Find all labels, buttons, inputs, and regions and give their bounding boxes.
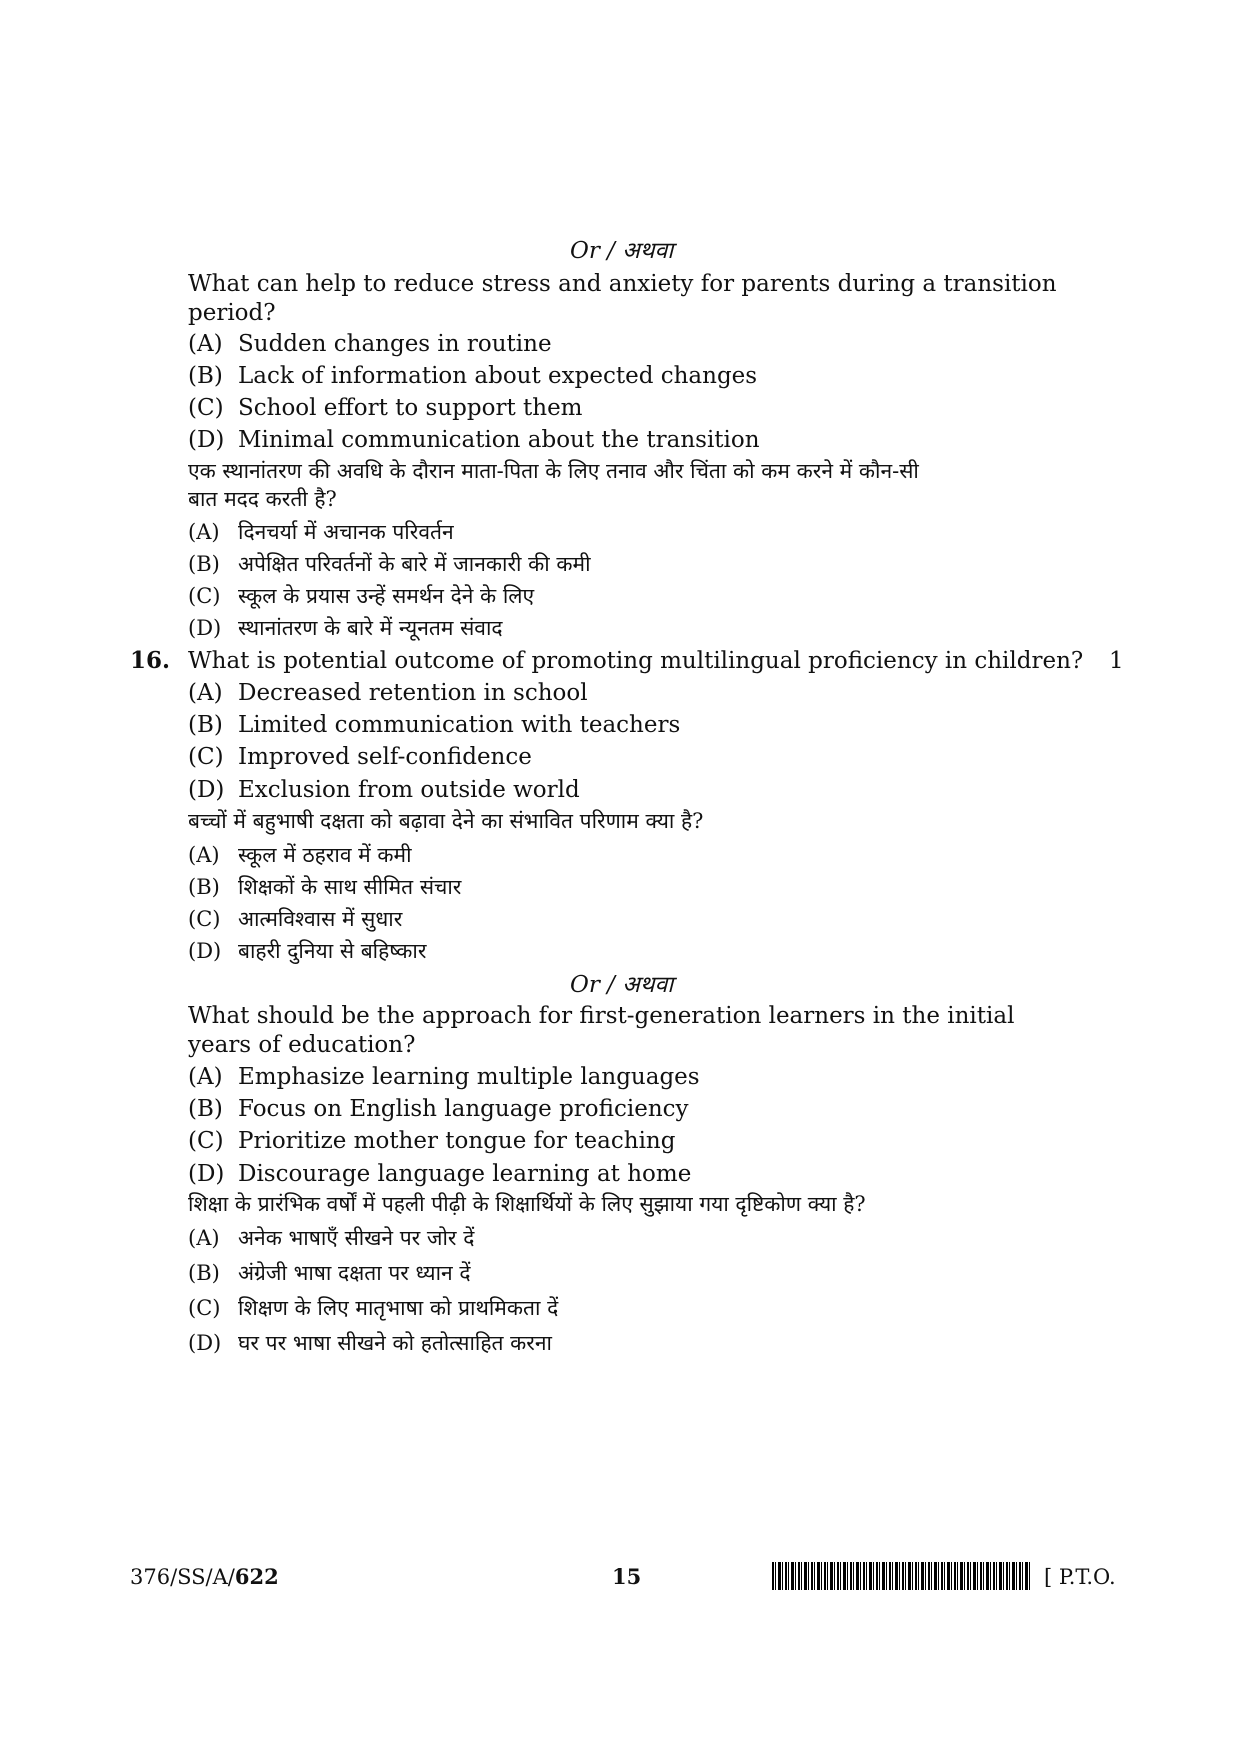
or-separator: Or / अथवा	[570, 972, 674, 998]
barcode-icon	[772, 1562, 1030, 1590]
option-d-hindi: (D) स्थानांतरण के बारे में न्यूनतम संवाद	[188, 616, 503, 640]
question-text-hindi: बात मदद करती है?	[188, 487, 337, 511]
or-separator: Or / अथवा	[570, 238, 674, 264]
option-b-hindi: (B) शिक्षकों के साथ सीमित संचार	[188, 875, 462, 899]
option-b: (B) Limited communication with teachers	[188, 712, 681, 738]
option-a: (A) Emphasize learning multiple languages	[188, 1064, 700, 1090]
paper-code: 376/SS/A/622	[130, 1564, 279, 1589]
option-b-hindi: (B) अपेक्षित परिवर्तनों के बारे में जानकारी की कमी	[188, 552, 591, 576]
option-c-hindi: (C) आत्मविश्वास में सुधार	[188, 907, 403, 931]
question-text-hindi: बच्चों में बहुभाषी दक्षता को बढ़ावा देने का संभावित परिणाम क्या है?	[188, 809, 704, 833]
option-a-hindi: (A) अनेक भाषाएँ सीखने पर जोर दें	[188, 1226, 475, 1250]
question-marks: 1	[1109, 648, 1124, 674]
question-text-hindi: एक स्थानांतरण की अवधि के दौरान माता-पिता के लिए तनाव और चिंता को कम करने में कौन-सी	[188, 459, 919, 483]
option-c: (C) School effort to support them	[188, 395, 583, 421]
option-c: (C) Prioritize mother tongue for teaching	[188, 1128, 676, 1154]
option-d: (D) Exclusion from outside world	[188, 777, 580, 803]
option-a-hindi: (A) स्कूल में ठहराव में कमी	[188, 843, 412, 867]
option-a-hindi: (A) दिनचर्या में अचानक परिवर्तन	[188, 520, 454, 544]
option-b: (B) Lack of information about expected changes	[188, 363, 758, 389]
option-b: (B) Focus on English language proficiency	[188, 1096, 689, 1122]
question-text-hindi: शिक्षा के प्रारंभिक वर्षों में पहली पीढ़ी के शिक्षार्थियों के लिए सुझाया गया दृष्टिकोण क्या है?	[188, 1192, 866, 1216]
option-d-hindi: (D) घर पर भाषा सीखने को हतोत्साहित करना	[188, 1331, 552, 1355]
question-text: What should be the approach for first-generation learners in the initial	[188, 1003, 1015, 1029]
question-number: 16.	[130, 647, 171, 674]
option-a: (A) Decreased retention in school	[188, 680, 588, 706]
question-text: What can help to reduce stress and anxiety for parents during a transition	[188, 271, 1057, 297]
option-a: (A) Sudden changes in routine	[188, 331, 552, 357]
question-text: period?	[188, 300, 276, 326]
option-d: (D) Discourage language learning at home	[188, 1161, 692, 1187]
option-c-hindi: (C) शिक्षण के लिए मातृभाषा को प्राथमिकता दें	[188, 1296, 559, 1320]
question-text: What is potential outcome of promoting multilingual proficiency in children?	[188, 648, 1084, 674]
option-c: (C) Improved self-confidence	[188, 744, 532, 770]
option-b-hindi: (B) अंग्रेजी भाषा दक्षता पर ध्यान दें	[188, 1261, 471, 1285]
pto-label: [ P.T.O.	[1044, 1565, 1116, 1589]
option-d-hindi: (D) बाहरी दुनिया से बहिष्कार	[188, 939, 427, 963]
page-number: 15	[612, 1564, 642, 1589]
option-d: (D) Minimal communication about the transition	[188, 427, 760, 453]
question-text: years of education?	[188, 1032, 416, 1058]
option-c-hindi: (C) स्कूल के प्रयास उन्हें समर्थन देने के लिए	[188, 584, 535, 608]
